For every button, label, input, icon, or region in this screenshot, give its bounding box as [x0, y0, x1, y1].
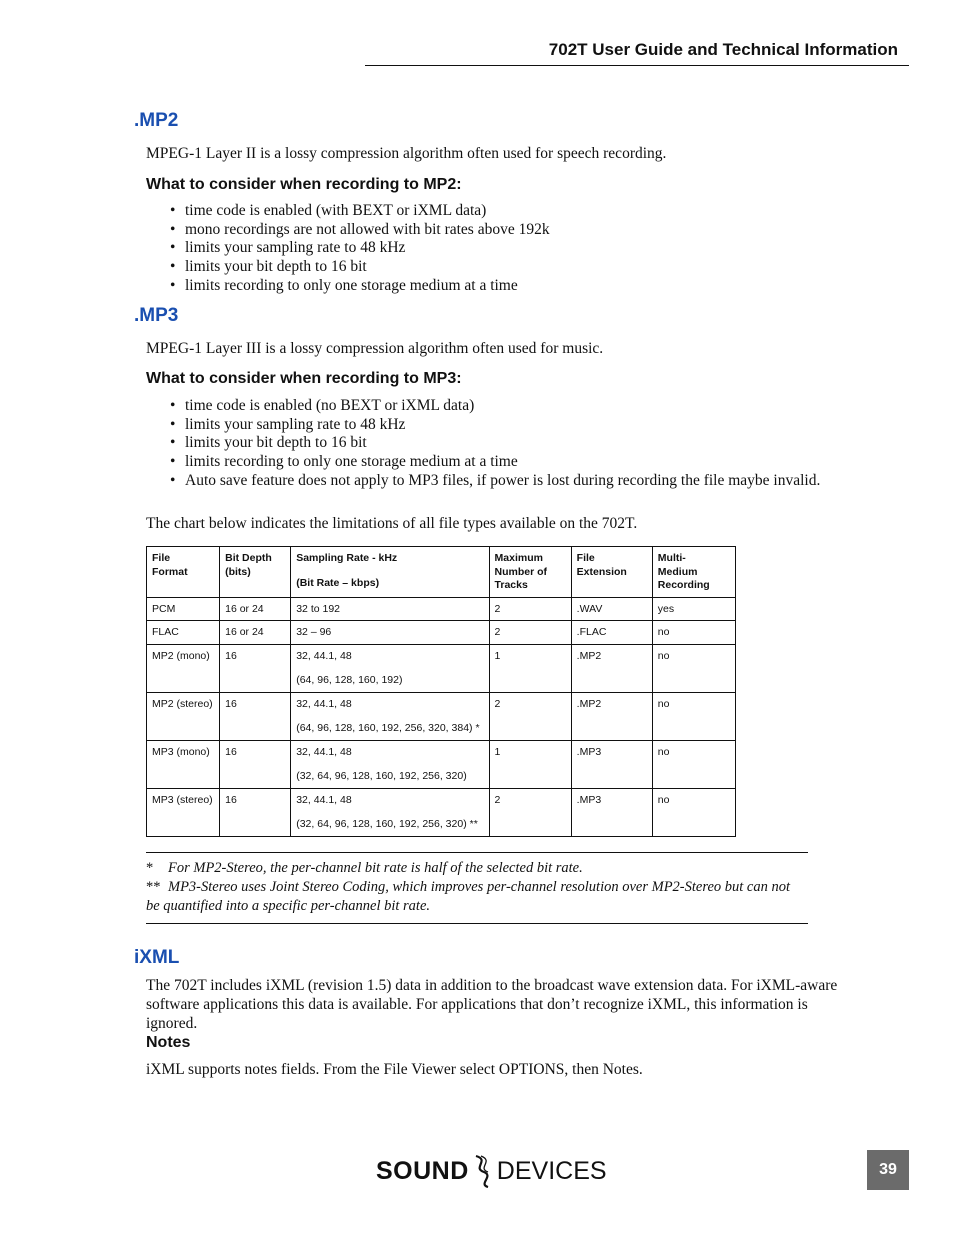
header-multi-medium: Multi- Medium Recording: [652, 547, 735, 598]
cell-sampling-rate: 32, 44.1, 48 (32, 64, 96, 128, 160, 192, 256, 320): [291, 740, 489, 788]
table-row: [147, 621, 736, 645]
table-row: [147, 788, 736, 836]
mp3-subheading: What to consider when recording to MP3:: [146, 370, 462, 387]
cell-bit-depth: 16 or 24: [220, 597, 291, 621]
cell-format: MP2 (mono): [147, 644, 220, 692]
mp3-intro: MPEG-1 Layer III is a lossy compression algorithm often used for music.: [146, 340, 604, 357]
file-format-table: [146, 546, 736, 837]
footnotes: [146, 859, 806, 916]
notes-heading: Notes: [146, 1034, 191, 1051]
mp3-heading: .MP3: [134, 305, 179, 326]
cell-extension: .MP2: [571, 692, 652, 740]
header-rule: [365, 65, 909, 66]
cell-tracks: 2: [489, 597, 571, 621]
cell-tracks: 1: [489, 740, 571, 788]
cell-format: MP2 (stereo): [147, 692, 220, 740]
page-number: 39: [867, 1150, 909, 1190]
cell-sampling-rate: 32, 44.1, 48 (64, 96, 128, 160, 192): [291, 644, 489, 692]
cell-bit-depth: 16: [220, 788, 291, 836]
header-sampling-rate: Sampling Rate - kHz (Bit Rate – kbps): [291, 547, 489, 598]
cell-tracks: 2: [489, 788, 571, 836]
cell-bit-depth: 16 or 24: [220, 621, 291, 645]
cell-multi-medium: no: [652, 644, 735, 692]
cell-bit-depth: 16: [220, 692, 291, 740]
cell-multi-medium: yes: [652, 597, 735, 621]
cell-tracks: 2: [489, 621, 571, 645]
mp2-subheading: What to consider when recording to MP2:: [146, 176, 462, 193]
ixml-heading: iXML: [134, 947, 180, 968]
cell-extension: .MP3: [571, 740, 652, 788]
list-item: • limits recording to only one storage medium at a time: [167, 277, 847, 296]
cell-multi-medium: no: [652, 692, 735, 740]
cell-tracks: 2: [489, 692, 571, 740]
mp2-intro: MPEG-1 Layer II is a lossy compression algorithm often used for speech recording.: [146, 145, 667, 162]
cell-format: MP3 (mono): [147, 740, 220, 788]
header-file-format: File Format: [147, 547, 220, 598]
cell-sampling-rate: 32 to 192: [291, 597, 489, 621]
cell-sampling-rate: 32, 44.1, 48 (64, 96, 128, 160, 192, 256, 320, 384) *: [291, 692, 489, 740]
notes-body: iXML supports notes fields. From the File Viewer select OPTIONS, then Notes.: [146, 1061, 643, 1078]
mp3-bullet-list: [167, 397, 847, 491]
footnote: ** MP3-Stereo uses Joint Stereo Coding, which improves per-channel resolution over MP2-Stereo but can not be quantified into a specific per-channel bit rate.: [146, 879, 791, 914]
mp2-heading: .MP2: [134, 110, 179, 131]
cell-bit-depth: 16: [220, 644, 291, 692]
table-row: [147, 740, 736, 788]
list-item: • mono recordings are not allowed with bit rates above 192k: [167, 221, 847, 240]
footnote: * For MP2-Stereo, the per-channel bit rate is half of the selected bit rate.: [146, 860, 583, 876]
cell-sampling-rate: 32 – 96: [291, 621, 489, 645]
cell-bit-depth: 16: [220, 740, 291, 788]
list-item: • limits your sampling rate to 48 kHz: [167, 416, 847, 435]
cell-extension: .MP2: [571, 644, 652, 692]
list-item: • limits recording to only one storage medium at a time: [167, 453, 847, 472]
cell-extension: .WAV: [571, 597, 652, 621]
table-row: [147, 597, 736, 621]
list-item: • Auto save feature does not apply to MP3 files, if power is lost during recording the file maybe invalid.: [167, 472, 847, 491]
cell-tracks: 1: [489, 644, 571, 692]
list-item: • time code is enabled (with BEXT or iXML data): [167, 202, 847, 221]
list-item: • time code is enabled (no BEXT or iXML data): [167, 397, 847, 416]
footnote-top-rule: [146, 852, 808, 853]
cell-format: FLAC: [147, 621, 220, 645]
sound-wave-icon: [470, 1154, 496, 1188]
footnote-bottom-rule: [146, 923, 808, 924]
header-file-extension: File Extension: [571, 547, 652, 598]
table-header-row: [147, 547, 736, 598]
cell-multi-medium: no: [652, 788, 735, 836]
chart-intro: The chart below indicates the limitations of all file types available on the 702T.: [146, 515, 638, 532]
header-max-tracks: Maximum Number of Tracks: [489, 547, 571, 598]
sound-devices-logo: SOUND DEVICES: [376, 1154, 607, 1188]
cell-sampling-rate: 32, 44.1, 48 (32, 64, 96, 128, 160, 192, 256, 320) **: [291, 788, 489, 836]
cell-format: PCM: [147, 597, 220, 621]
table-row: [147, 644, 736, 692]
list-item: • limits your sampling rate to 48 kHz: [167, 239, 847, 258]
cell-multi-medium: no: [652, 621, 735, 645]
cell-extension: .MP3: [571, 788, 652, 836]
header-bit-depth: Bit Depth (bits): [220, 547, 291, 598]
list-item: • limits your bit depth to 16 bit: [167, 258, 847, 277]
running-header: 702T User Guide and Technical Information: [548, 40, 898, 59]
cell-extension: .FLAC: [571, 621, 652, 645]
ixml-body: The 702T includes iXML (revision 1.5) data in addition to the broadcast wave extension data. For iXML-aware software applications this data is available. For applications that don’t recognize iXML, this information is ignored.: [146, 977, 838, 1032]
mp2-bullet-list: [167, 202, 847, 296]
cell-multi-medium: no: [652, 740, 735, 788]
list-item: • limits your bit depth to 16 bit: [167, 434, 847, 453]
table-row: [147, 692, 736, 740]
cell-format: MP3 (stereo): [147, 788, 220, 836]
